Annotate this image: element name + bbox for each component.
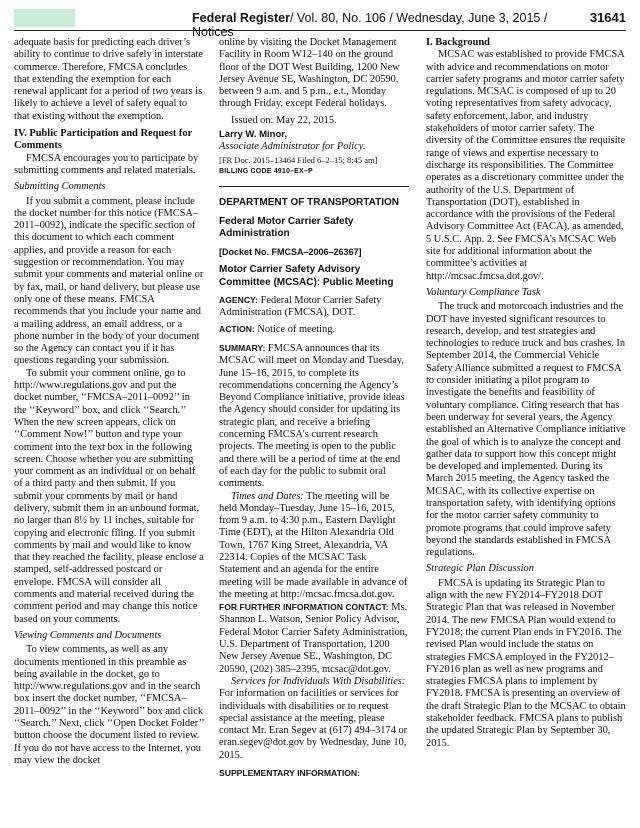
subheading: Submitting Comments	[14, 181, 106, 193]
section-heading: I. Background	[426, 37, 490, 48]
contact-label: FOR FURTHER INFORMATION CONTACT:	[219, 602, 389, 613]
issued-date: Issued on: May 22, 2015.	[231, 114, 337, 126]
issue-meta: / Vol. 80, No. 106 / Wednesday, June 3, 2015 / Notices	[192, 11, 548, 39]
page-tab-marker	[14, 9, 75, 27]
paragraph: The truck and motorcoach industries and the DOT have invested significant resources to research, develop, and test strategies and technologies to reduce truck and bus crashes. In September 2014, the Commercial Vehicle Safety Alliance submitted a request to FMCSA to consider initiating a pilot program to investigate the benefits and feasibility of voluntary compliance. Citing research that has been underway for several years, the Agency established an Alternative Compliance initiative the goal of which is to analyze the concept and gather data to support how this concept might be developed and implemented. During its March 2015 meeting, the Agency tasked the MCSAC, with its collective expertise on transportation safety, with identifying options for the motor carrier safety community to promote programs that could improve safety beyond the standards established in FMCSA regulations.	[426, 301, 626, 559]
paragraph: To view comments, as well as any documents mentioned in this preamble as being available in the docket, go to http://www.regulations.gov and in the search box insert the docket number, ‘‘FMCSA–2011–0092’’ in the ‘‘Keyword’’ box and click ‘‘Search.’’ Next, click ‘‘Open Docket Folder’’ button choose the document listed to review. If you do not have access to the Internet, you may view the docket	[14, 644, 204, 766]
agency-heading: Federal Motor Carrier Safety Administration	[219, 215, 354, 239]
supplementary-label: SUPPLEMENTARY INFORMATION:	[219, 768, 360, 779]
signer-name: Larry W. Minor,	[219, 129, 288, 141]
services-label: Services for Individuals With Disabilities:	[231, 675, 406, 687]
paragraph: MCSAC was established to provide FMCSA with advice and recommendations on motor carrier safety programs and motor carrier safety regulations. MCSAC is composed of up to 20 voting representatives from safety advocacy, safety enforcement, labor, and industry stakeholders of motor carrier safety. The diversity of the Committee ensures the requisite range of views and expertise necessary to discharge its responsibilities. The Committee operates as a discretionary committee under the authority of the U.S. Department of Transportation (DOT), established in accordance with the provisions of the Federal Advisory Committee Act (FACA), as amended, 5 U.S.C. App. 2. See FMCSA’s MCSAC Web site for additional information about the committee’s activities at http://mcsac.fmcsa.dot.gov/.	[426, 49, 626, 282]
subheading: Voluntary Compliance Task	[426, 286, 541, 298]
column-3	[426, 37, 626, 750]
agency-line	[219, 294, 409, 320]
notice-title: Motor Carrier Safety Advisory Committee (MCSAC): Public Meeting	[219, 264, 394, 288]
contact-paragraph	[219, 601, 409, 676]
times-paragraph	[219, 491, 409, 602]
services-paragraph	[219, 676, 409, 762]
column-2	[219, 37, 409, 779]
signer-title: Associate Administrator for Policy.	[219, 141, 366, 153]
paragraph: If you submit a comment, please include the docket number for this notice (FMCSA–2011–0092), indicate the specific section of this document to which each comment applies, and provide a reason for each suggestion or recommendation. You may submit your comments and material online or by fax, mail, or hand delivery, but please use only one of these means. FMCSA recommends that you include your name and a mailing address, an email address, or a phone number in the body of your document so the Agency can contact you if it has questions regarding your submission.	[14, 195, 204, 367]
times-label: Times and Dates:	[231, 490, 304, 502]
services-text: For information on facilities or services for individuals with disabilities or to request special assistance at the meeting, please contact Mr. Eran Segev at (617) 494–3174 or eran.segev@dot.gov by Wednesday, June 10, 2015.	[219, 688, 408, 761]
paragraph: FMCSA encourages you to participate by submitting comments and related materials.	[14, 152, 199, 176]
paragraph: FMCSA is updating its Strategic Plan to align with the new FY2014–FY2018 DOT Strategic Plan that was released in November 2014. The new FMCSA Plan would extend to FY2018; the current Plan ends in FY2016. The revised Plan would include the status on strategies FMCSA employed in the FY2012–FY2016 plan as well as new programs and strategies FMCSA plans to implement by FY2018. FMCSA is presenting an overview of the draft Strategic Plan to the MCSAC to obtain stakeholder feedback. FMCSA plans to publish the updated Strategic Plan by September 30, 2015.	[426, 577, 626, 749]
section-heading: IV. Public Participation and Request for Comments	[14, 128, 192, 152]
action-line	[219, 323, 409, 336]
page-number: 31641	[589, 10, 626, 25]
publication-title: Federal Register	[192, 11, 290, 25]
column-1	[14, 37, 204, 767]
divider	[219, 186, 409, 187]
fr-doc-line: [FR Doc. 2015–13464 Filed 6–2–15; 8:45 am]	[219, 154, 378, 165]
agency-text: Federal Motor Carrier Safety Administration (FMCSA), DOT.	[219, 295, 382, 319]
department-heading: DEPARTMENT OF TRANSPORTATION	[219, 197, 399, 209]
subheading: Viewing Comments and Documents	[14, 629, 162, 641]
paragraph: adequate basis for predicting each driver’s ability to continue to drive safely in interstate commerce. Therefore, FMCSA concludes that extending the exemption for each renewal applicant for a period of two years is likely to achieve a level of safety equal to that existing without the exemption.	[14, 37, 203, 122]
subheading: Strategic Plan Discussion	[426, 563, 534, 575]
contact-text: Ms. Shannon L. Watson, Senior Policy Advisor, Federal Motor Carrier Safety Administration, U.S. Department of Transportation, 1200 New Jersey Avenue SE., Washington, DC 20590, (202) 385–2395, mcsac@dot.gov.	[219, 602, 408, 675]
summary-label: SUMMARY:	[219, 342, 266, 353]
summary-paragraph	[219, 342, 409, 491]
billing-code: BILLING CODE 4910–EX–P	[219, 167, 313, 175]
times-text: The meeting will be held Monday–Tuesday, June 15–16, 2015, from 9 a.m. to 4:30 p.m., Eastern Daylight Time (EDT), at the Hilton Alexandria Old Town, 1767 King Street, Alexandria, VA 22314. Copies of the MCSAC Task Statement and an agenda for the entire meeting will be made available in advance of the meeting at http://mcsac.fmcsa.dot.gov.	[219, 490, 408, 600]
paragraph: To submit your comment online, go to http://www.regulations.gov and put the docket number, ‘‘FMCSA–2011–0092’’ in the ‘‘Keyword’’ box, and click ‘‘Search.’’ When the new screen appears, click on ‘‘Comment Now!’’ button and type your comment into the text box in the following screen. Choose whether you are submitting your comment as an individual or on behalf of a third party and then submit. If you submit your comments by mail or hand delivery, submit them in an unbound format, no larger than 8½ by 11 inches, suitable for copying and electronic filing. If you submit comments by mail and would like to know that they reached the facility, please enclose a stamped, self-addressed postcard or envelope. FMCSA will consider all comments and material received during the comment period and may change this notice based on your comments.	[14, 367, 204, 625]
action-text: Notice of meeting.	[257, 323, 336, 335]
paragraph: online by visiting the Docket Management Facility in Room W12–140 on the ground floor of the DOT West Building, 1200 New Jersey Avenue SE, Washington, DC 20590, between 9 a.m. and 5 p.m., e.t., Monday through Friday, except Federal holidays.	[219, 37, 400, 110]
action-label: ACTION:	[219, 323, 255, 334]
running-head	[192, 11, 590, 39]
page-header	[192, 10, 626, 39]
header-rule	[14, 30, 626, 31]
summary-text: FMCSA announces that its MCSAC will meet on Monday and Tuesday, June 15–16, 2015, to complete its recommendations concerning the Agency’s Beyond Compliance initiative, provide ideas the Agency should consider for updating its strategic plan, and receive a briefing concerning FMCSA’s current research projects. The meeting is open to the public and there will be a period of time at the end of each day for the public to submit oral comments.	[219, 342, 405, 490]
docket-number: [Docket No. FMCSA–2006–26367]	[219, 247, 362, 258]
agency-label: AGENCY:	[219, 295, 258, 306]
